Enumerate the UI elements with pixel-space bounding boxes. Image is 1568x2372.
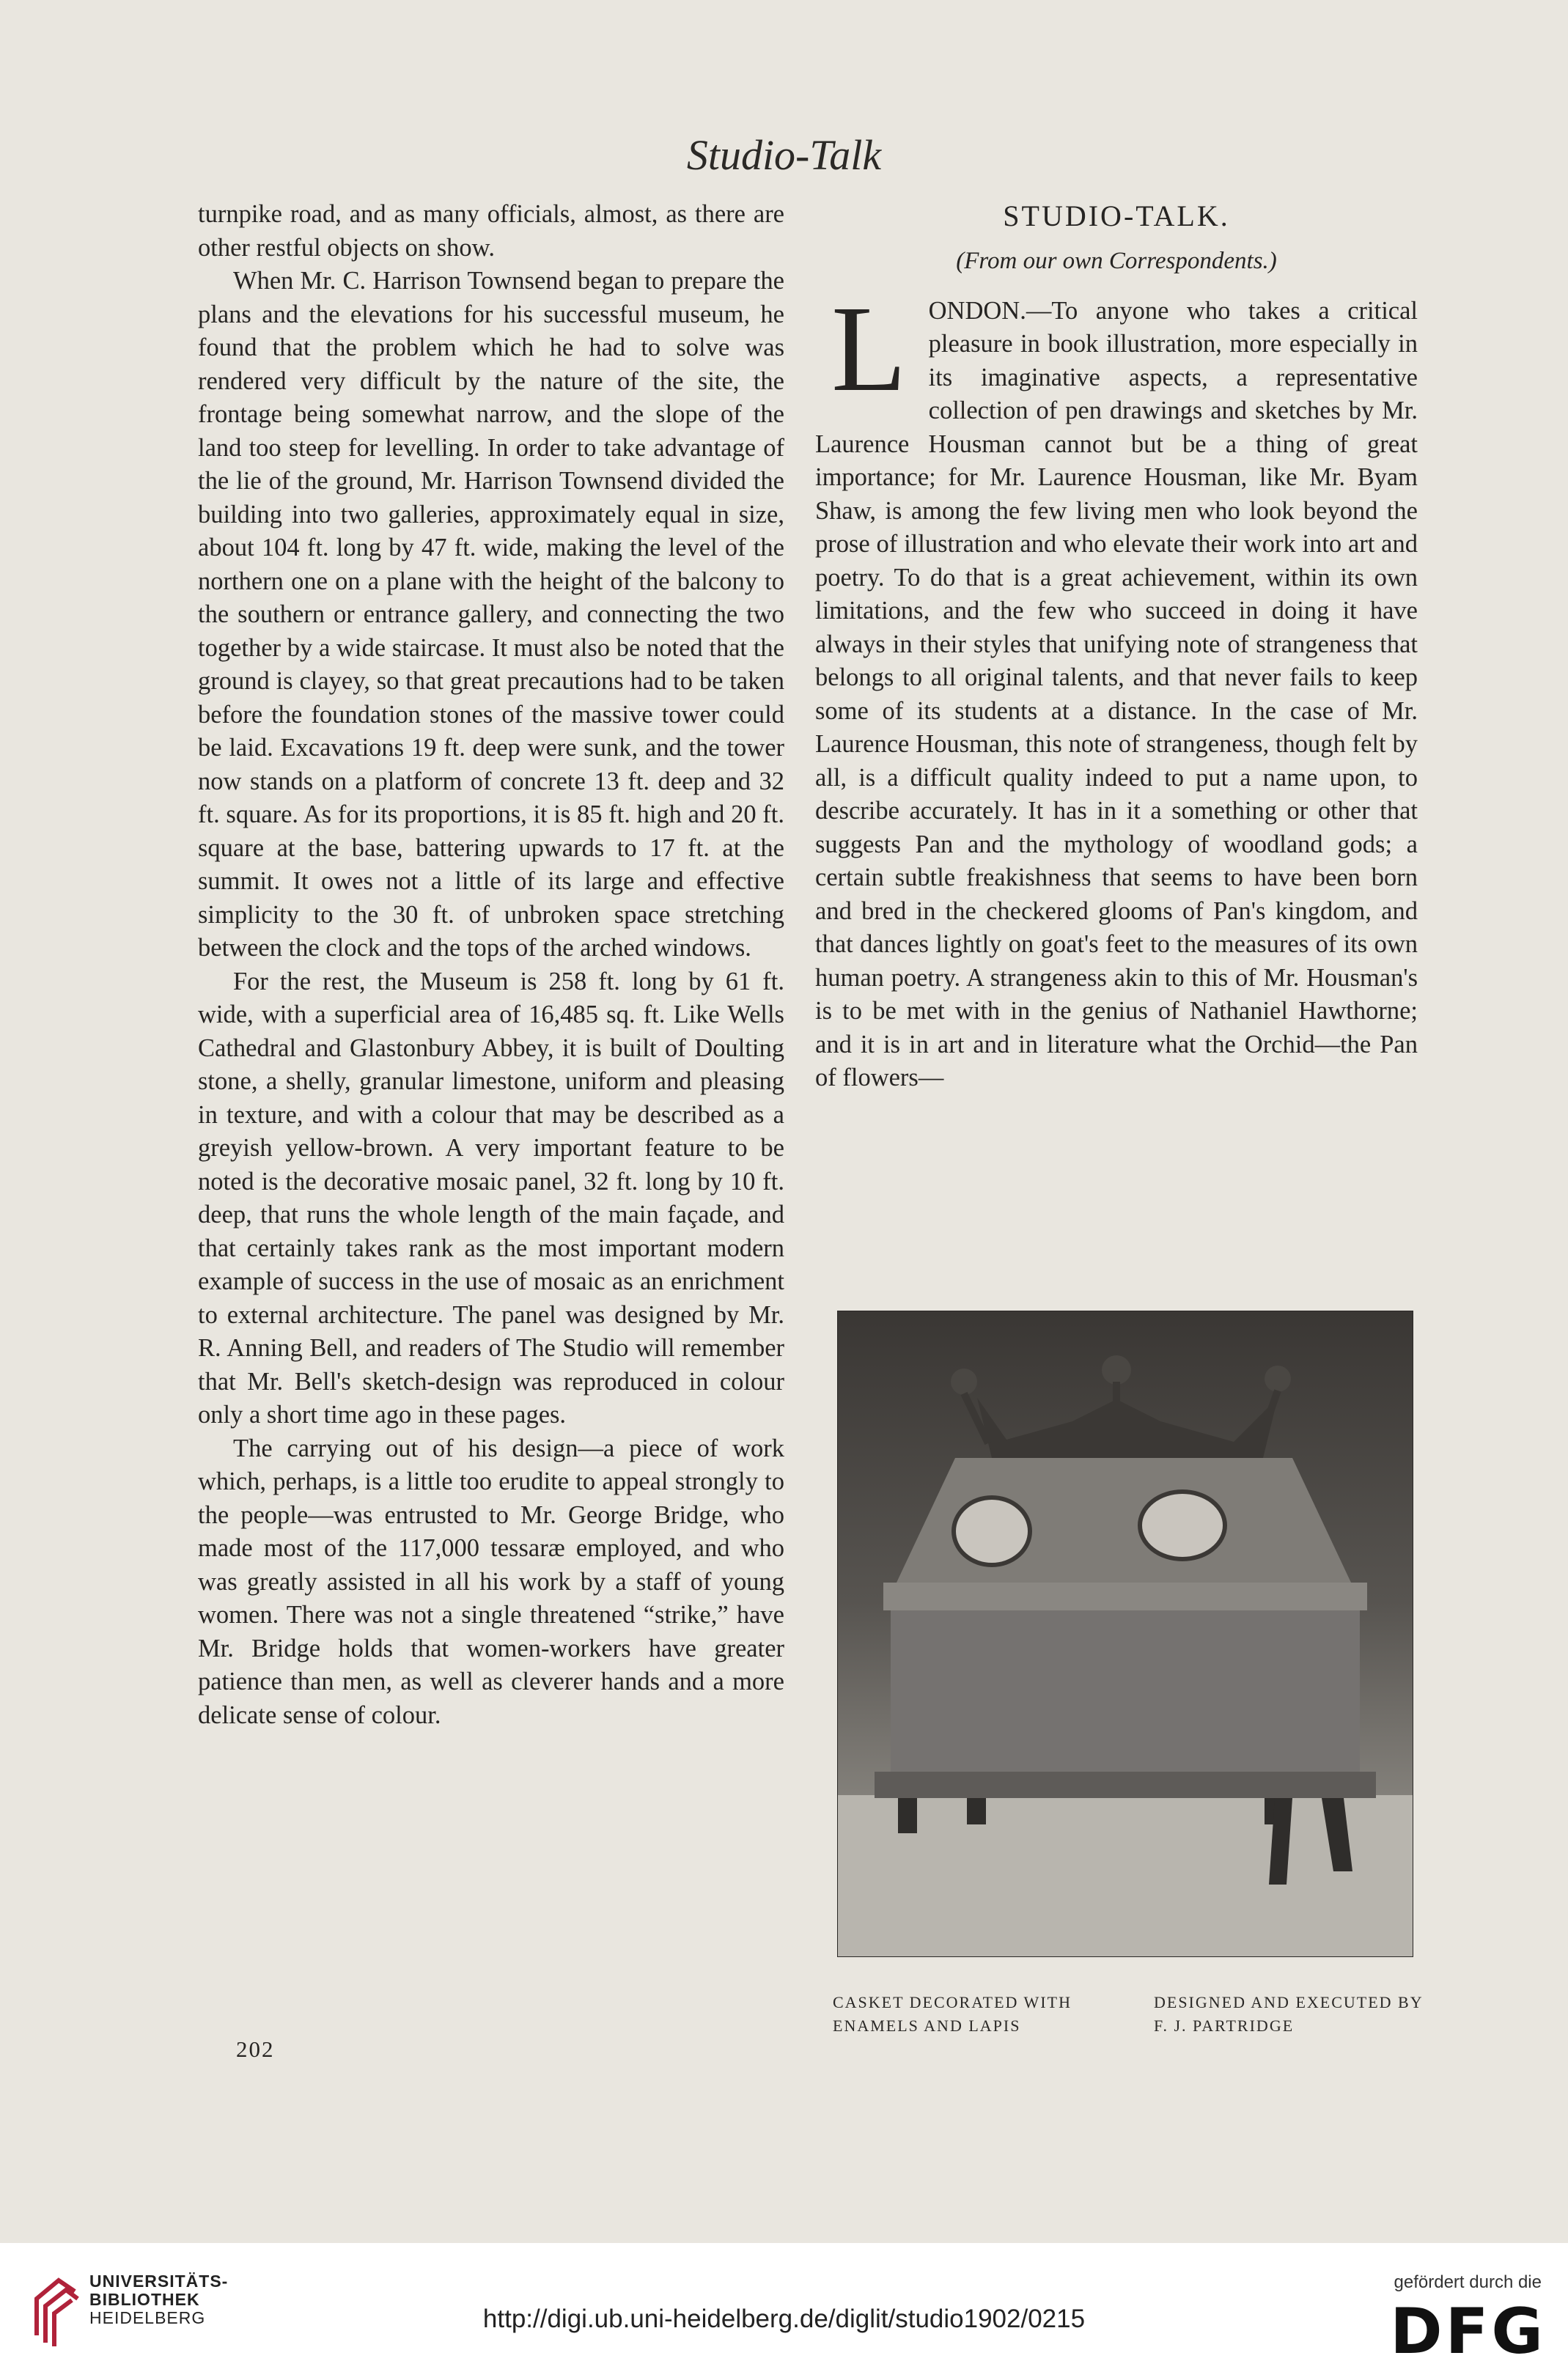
page-number: 202 (236, 2036, 275, 2062)
sponsor-label: gefördert durch die (1394, 2272, 1542, 2292)
caption-left: CASKET DECORATED WITH ENAMELS AND LAPIS (833, 1993, 1072, 2035)
byline: (From our own Correspondents.) (956, 248, 1277, 274)
library-name-line: UNIVERSITÄTS- (89, 2272, 229, 2291)
paragraph: For the rest, the Museum is 258 ft. long by 61 ft. wide, with a superficial area of 16,485 sq. ft. Like Wells Cathedral and Glastonbury Abbey, it is built of Doulting stone, a shelly, granular limestone, uniform and pleasing in texture, and with a colour that may be described as a greyish yellow-brown. A very important feature to be noted is the decorative mosaic panel, 32 ft. long by 10 ft. deep, that runs the whole length of the main façade, and that certainly takes rank as the most important modern example of success in the use of mosaic as an enrichment to external architecture. The panel was designed by Mr. R. Anning Bell, and readers of The Studio will remember that Mr. Bell's sketch-design was reproduced in colour only a short time ago in these pages. (198, 967, 784, 1429)
paragraph: When Mr. C. Harrison Townsend began to prepare the plans and the elevations for his successful museum, he found that the problem which he had to solve was rendered very difficult by the nature of the site, the frontage being somewhat narrow, and the slope of the land too steep for levelling. In order to take advantage of the lie of the ground, Mr. Harrison Townsend divided the building into two galleries, approximately equal in size, about 104 ft. long by 47 ft. wide, making the level of the northern one on a plane with the height of the balcony to the southern or entrance gallery, and connecting the two together by a wide staircase. It must also be noted that the ground is clayey, so that great precautions had to be taken before the foundation stones of the massive tower could be laid. Excavations 19 ft. deep were sunk, and the tower now stands on a platform of concrete 13 ft. deep and 32 ft. square. As for its proportions, it is 85 ft. high and 20 ft. square at the base, battering upwards to 17 ft. at the summit. It owes not a little of its large and effective simplicity to the 30 ft. of unbroken space stretching between the clock and the tops of the arched windows. (198, 267, 784, 962)
running-head: Studio-Talk (686, 131, 882, 179)
caption-right: DESIGNED AND EXECUTED BY F. J. PARTRIDGE (1154, 1993, 1423, 2035)
library-name-line: HEIDELBERG (89, 2308, 206, 2327)
left-column (198, 198, 784, 1732)
source-url-link[interactable]: http://digi.ub.uni-heidelberg.de/diglit/studio1902/0215 (482, 2305, 1086, 2333)
casket-illustration (838, 1311, 1413, 1956)
paragraph: The carrying out of his design—a piece of work which, perhaps, is a little too erudite to appeal strongly to the people—was entrusted to Mr. George Bridge, who made most of the 117,000 tessaræ employed, and who was greatly assisted in all his work by a staff of young women. There was not a single threatened “strike,” have Mr. Bridge holds that women-workers have greater patience than men, as well as cleverer hands and a more delicate sense of colour. (198, 1434, 784, 1729)
drop-cap: L (831, 280, 907, 417)
section-title: STUDIO-TALK. (1003, 199, 1230, 232)
paragraph: ONDON.—To anyone who takes a critical pleasure in book illustration, more especially in its imaginative aspects, a representative collection of pen drawings and sketches by Mr. Laurence Housman cannot but be a thing of great importance; for Mr. Laurence Housman, like Mr. Byam Shaw, is among the few living men who look beyond the prose of illustration and who elevate their work into art and poetry. To do that is a great achievement, within its own limitations, and the few who succeed in doing it have always in their styles that unifying note of strangeness that belongs to all original talents, and that never fails to keep some of its students at a distance. In the case of Mr. Laurence Housman, this note of strangeness, though felt by all, is a difficult quality indeed to put a name upon, to describe accurately. It has in it a something or other that suggests Pan and the mythology of woodland gods; a certain subtle freakishness that seems to have been born and bred in the checkered glooms of Pan's kingdom, and that dances lightly on goat's feet to the measures of its own human poetry. A strangeness akin to this of Mr. Housman's is to be met with in the genius of Nathaniel Hawthorne; and it is in art and in literature what the Orchid—the Pan of flowers— (815, 296, 1418, 1091)
casket-photograph (837, 1311, 1413, 1957)
library-name-line: BIBLIOTHEK (89, 2290, 200, 2309)
right-column (815, 198, 1418, 1095)
dfg-logo: DFG (1390, 2295, 1546, 2368)
paragraph: turnpike road, and as many officials, almost, as there are other restful objects on show. (198, 200, 784, 262)
